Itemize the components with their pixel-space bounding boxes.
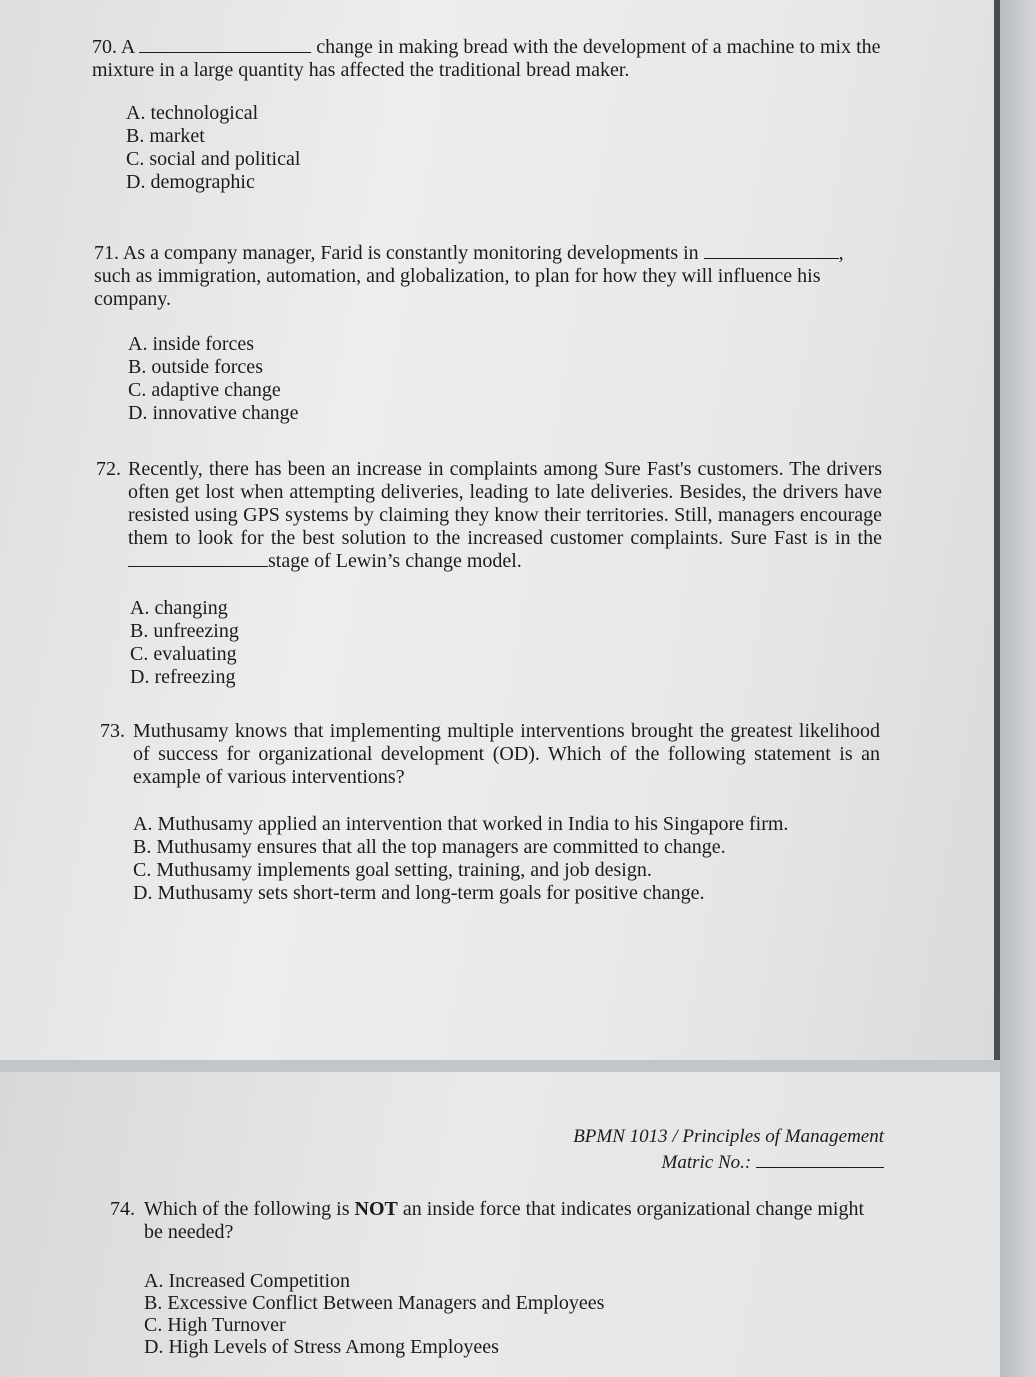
- options-list: [126, 102, 884, 194]
- answer-blank: [128, 550, 268, 567]
- options-list: [144, 1270, 886, 1358]
- question-text-end: change in making bread with the development of a machine to mix the mixture in a large quantity has affected the traditional bread maker.: [92, 36, 881, 81]
- option-a[interactable]: A. changing: [130, 597, 228, 619]
- option-c[interactable]: C. social and political: [126, 148, 301, 170]
- question-73-text: [133, 720, 880, 789]
- question-emphasis: NOT: [354, 1198, 398, 1220]
- option-b[interactable]: B. outside forces: [128, 356, 263, 378]
- question-text-end: , such as immigration, automation, and globalization, to plan for how they will influence his company.: [94, 242, 844, 310]
- question-text: Muthusamy knows that implementing multiple interventions brought the greatest likelihood of success for organizational development (OD). Which of the following statement is an example of various interventions?: [133, 720, 880, 788]
- question-number: 71.: [94, 242, 119, 264]
- option-c[interactable]: C. High Turnover: [144, 1314, 286, 1336]
- question-text-start: Recently, there has been an increase in complaints among Sure Fast's customers. The drivers often get lost when attempting deliveries, leading to late deliveries. Besides, the drivers have resisted using GPS systems by claiming they know their territories. Still, managers encourage them to look for the best solution to the increased customer complaints. Sure Fast is in the: [128, 458, 882, 549]
- screen-bezel: [1000, 0, 1036, 1377]
- question-70: [92, 36, 884, 194]
- question-73: [100, 720, 880, 905]
- question-text-start: A: [120, 36, 135, 58]
- option-b[interactable]: B. market: [126, 125, 205, 147]
- option-d[interactable]: D. refreezing: [130, 666, 236, 688]
- question-70-text: [92, 36, 884, 82]
- question-71: [94, 242, 884, 425]
- question-text-start: Which of the following is: [144, 1198, 355, 1220]
- option-b[interactable]: B. Muthusamy ensures that all the top managers are committed to change.: [133, 836, 726, 858]
- question-number: 70.: [92, 36, 117, 58]
- option-b[interactable]: B. unfreezing: [130, 620, 239, 642]
- question-text-end: an inside force that indicates organizational change might be needed?: [144, 1198, 865, 1243]
- course-title: BPMN 1013 / Principles of Management: [573, 1126, 884, 1147]
- question-text-end: stage of Lewin’s change model.: [268, 550, 522, 572]
- question-number: 74.: [110, 1198, 135, 1220]
- question-74-text: [144, 1198, 886, 1244]
- options-list: [130, 597, 882, 689]
- question-72-row: [96, 458, 882, 573]
- question-71-text: [94, 242, 884, 311]
- matric-label: Matric No.:: [661, 1152, 752, 1173]
- question-74: [110, 1198, 886, 1358]
- option-d[interactable]: D. Muthusamy sets short-term and long-term goals for positive change.: [133, 882, 705, 904]
- question-number: 72.: [96, 458, 121, 480]
- option-a[interactable]: A. Muthusamy applied an intervention that worked in India to his Singapore firm.: [133, 813, 789, 835]
- question-text-start: As a company manager, Farid is constantly monitoring developments in: [122, 242, 699, 264]
- page-break: [0, 1060, 1000, 1072]
- answer-blank: [704, 242, 839, 259]
- question-72: [96, 458, 882, 689]
- option-b[interactable]: B. Excessive Conflict Between Managers and Employees: [144, 1292, 605, 1314]
- option-a[interactable]: A. inside forces: [128, 333, 255, 355]
- options-list: [133, 813, 880, 905]
- question-number: 73.: [100, 720, 125, 742]
- exam-page-lower: [0, 1072, 1000, 1377]
- answer-blank: [139, 36, 311, 53]
- question-73-row: [100, 720, 880, 789]
- question-72-text: [128, 458, 882, 573]
- option-d[interactable]: D. demographic: [126, 171, 255, 193]
- option-d[interactable]: D. High Levels of Stress Among Employees: [144, 1336, 499, 1358]
- matric-line: [500, 1150, 884, 1176]
- option-c[interactable]: C. adaptive change: [128, 379, 281, 401]
- option-c[interactable]: C. evaluating: [130, 643, 237, 665]
- option-d[interactable]: D. innovative change: [128, 402, 299, 424]
- course-header: [500, 1124, 884, 1176]
- question-74-row: [110, 1198, 886, 1244]
- option-a[interactable]: A. Increased Competition: [144, 1270, 351, 1292]
- matric-number-blank[interactable]: [756, 1151, 884, 1168]
- option-c[interactable]: C. Muthusamy implements goal setting, training, and job design.: [133, 859, 652, 881]
- options-list: [128, 333, 884, 425]
- option-a[interactable]: A. technological: [126, 102, 259, 124]
